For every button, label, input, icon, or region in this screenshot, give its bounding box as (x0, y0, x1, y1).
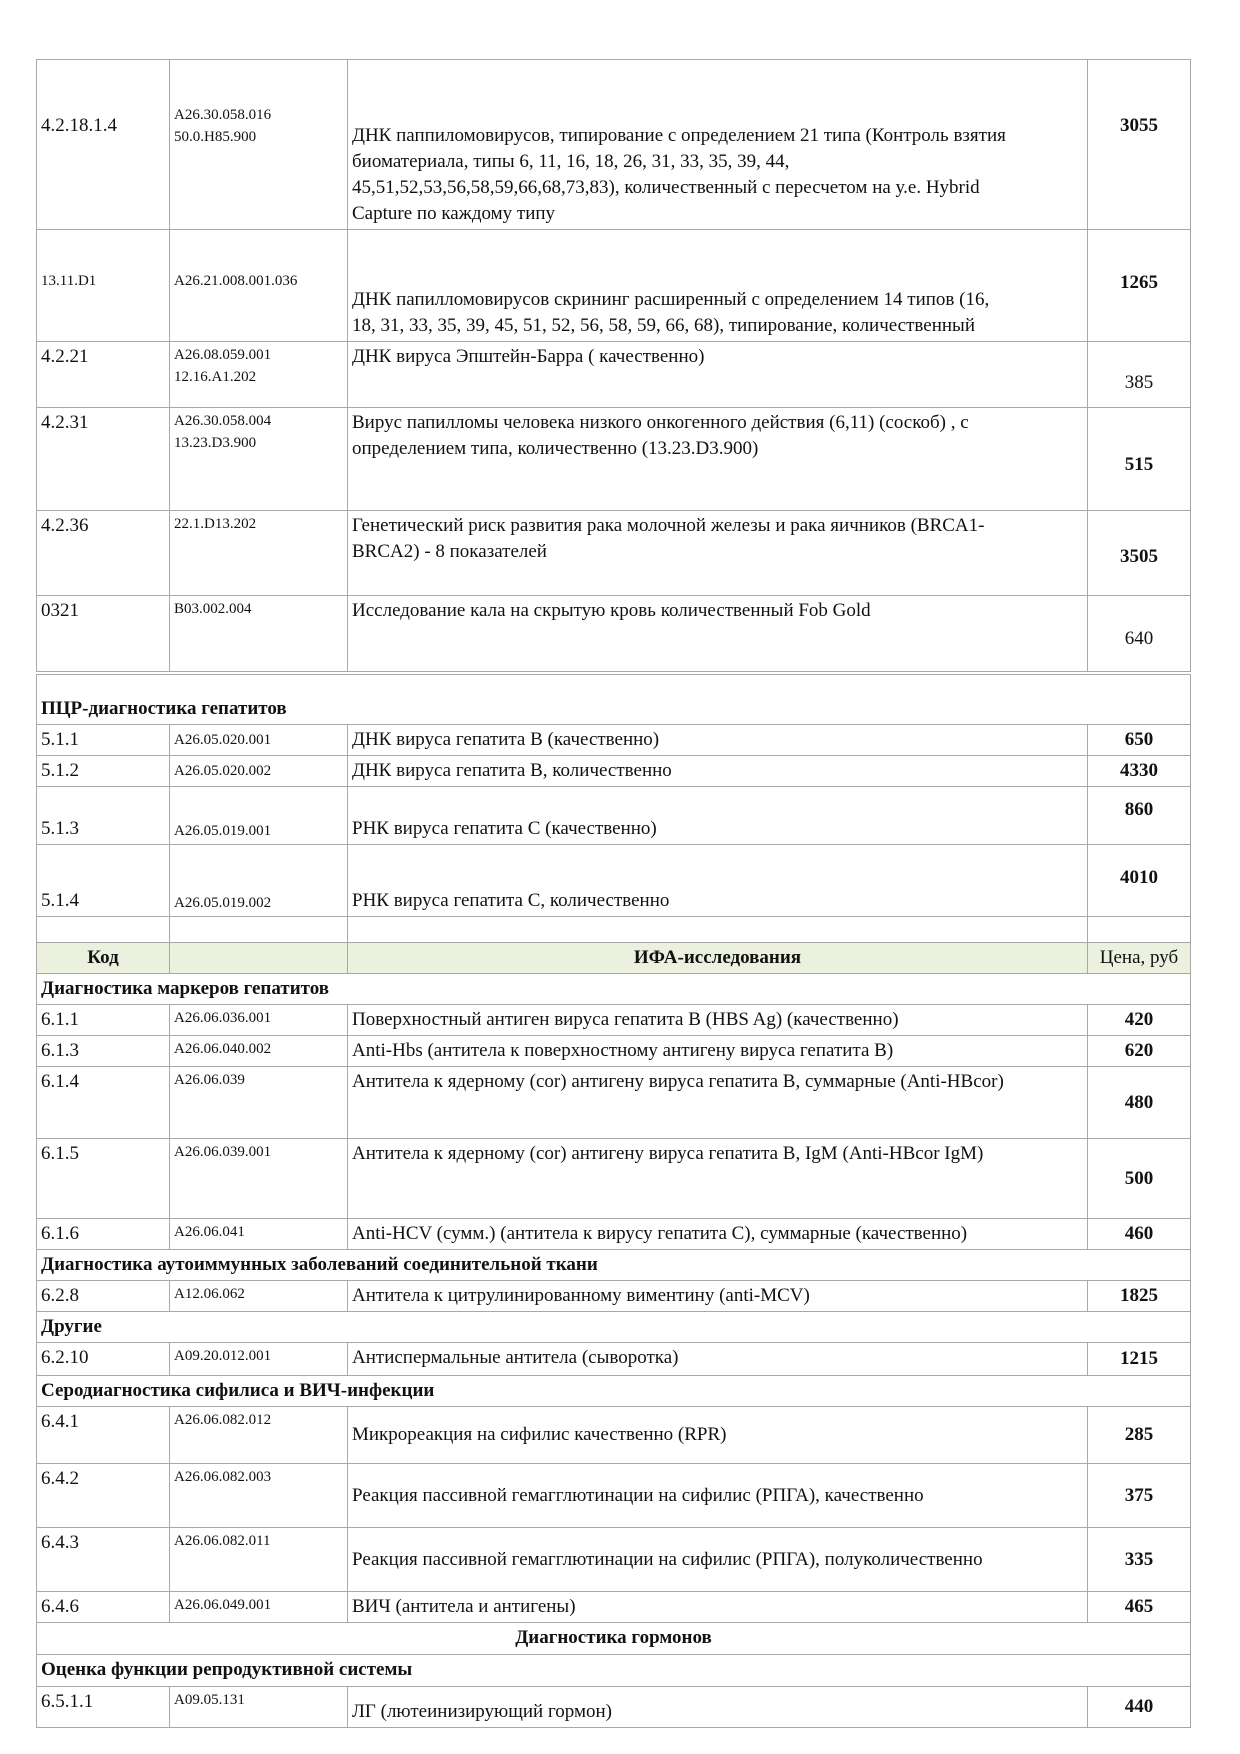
section-row (37, 1655, 1191, 1687)
service-code: 4.2.21 (37, 342, 170, 408)
service-name: Реакция пассивной гемагглютинации на сифилис (РПГА), полуколичественно (348, 1528, 1088, 1592)
service-code: 4.2.18.1.4 (37, 60, 170, 230)
nomenclature-code: 22.1.D13.202 (170, 511, 348, 596)
table-row (37, 511, 1191, 596)
table-row (37, 1139, 1191, 1219)
service-name: Поверхностный антиген вируса гепатита В (HBS Ag) (качественно) (348, 1005, 1088, 1036)
service-code: 6.4.1 (37, 1407, 170, 1464)
section-row (37, 1623, 1191, 1655)
table-row (37, 725, 1191, 756)
service-code: 6.2.10 (37, 1343, 170, 1376)
nomenclature-code: A26.30.058.004 13.23.D3.900 (170, 408, 348, 511)
section-title: ПЦР-диагностика гепатитов (37, 673, 1191, 725)
service-price: 460 (1088, 1219, 1191, 1250)
table-row (37, 1407, 1191, 1464)
table-row (37, 1036, 1191, 1067)
service-name: РНК вируса гепатита С, количественно (348, 845, 1088, 917)
service-name: ДНК папилломовирусов скрининг расширенный с определением 14 типов (16, 18, 31, 33, 35, 39, 45, 51, 52, 56, 58, 59, 66, 68), типирование, количественный (348, 230, 1088, 342)
nomenclature-code: A26.06.036.001 (170, 1005, 348, 1036)
service-name: ДНК вируса гепатита В (качественно) (348, 725, 1088, 756)
nomenclature-code: A26.30.058.016 50.0.H85.900 (170, 60, 348, 230)
service-name: Исследование кала на скрытую кровь количественный Fob Gold (348, 596, 1088, 673)
service-name: ДНК вируса Эпштейн-Барра ( качественно) (348, 342, 1088, 408)
price-table (36, 59, 1191, 1728)
spacer-row (37, 917, 1191, 943)
nomenclature-code: A09.20.012.001 (170, 1343, 348, 1376)
table-row (37, 1343, 1191, 1376)
service-code: 6.4.6 (37, 1592, 170, 1623)
nomenclature-code: A26.06.082.012 (170, 1407, 348, 1464)
section-row (37, 974, 1191, 1005)
service-price: 860 (1088, 787, 1191, 845)
table-row (37, 845, 1191, 917)
nomenclature-code: A09.05.131 (170, 1687, 348, 1728)
section-row (37, 1376, 1191, 1407)
section-title: Другие (37, 1312, 1191, 1343)
service-price: 515 (1088, 408, 1191, 511)
service-name: Антитела к ядерному (cor) антигену вируса гепатита В, суммарные (Anti-HBcor) (348, 1067, 1088, 1139)
service-name: Микрореакция на сифилис качественно (RPR) (348, 1407, 1088, 1464)
service-price: 1215 (1088, 1343, 1191, 1376)
table-row (37, 756, 1191, 787)
table-row (37, 1067, 1191, 1139)
service-code: 6.4.2 (37, 1464, 170, 1528)
service-code: 6.1.1 (37, 1005, 170, 1036)
service-code: 4.2.31 (37, 408, 170, 511)
table-row (37, 408, 1191, 511)
table-row (37, 1005, 1191, 1036)
table-header (37, 943, 1191, 974)
service-price: 4330 (1088, 756, 1191, 787)
service-code: 5.1.2 (37, 756, 170, 787)
table-row (37, 1687, 1191, 1728)
service-price: 620 (1088, 1036, 1191, 1067)
header-code: Код (37, 943, 170, 974)
service-code: 5.1.4 (37, 845, 170, 917)
service-code: 6.1.6 (37, 1219, 170, 1250)
price-list-page (36, 59, 1190, 1728)
service-name: ДНК вируса гепатита В, количественно (348, 756, 1088, 787)
service-price: 465 (1088, 1592, 1191, 1623)
service-code: 0321 (37, 596, 170, 673)
service-price: 3505 (1088, 511, 1191, 596)
service-price: 640 (1088, 596, 1191, 673)
nomenclature-code: A26.06.082.003 (170, 1464, 348, 1528)
section-title: Диагностика аутоиммунных заболеваний соединительной ткани (37, 1250, 1191, 1281)
nomenclature-code: A26.06.041 (170, 1219, 348, 1250)
nomenclature-code: A26.21.008.001.036 (170, 230, 348, 342)
section-row (37, 673, 1191, 725)
service-name: ВИЧ (антитела и антигены) (348, 1592, 1088, 1623)
service-code: 13.11.D1 (37, 230, 170, 342)
nomenclature-code: A26.06.040.002 (170, 1036, 348, 1067)
service-price: 1265 (1088, 230, 1191, 342)
service-name: ЛГ (лютеинизирующий гормон) (348, 1687, 1088, 1728)
nomenclature-code: A26.06.039.001 (170, 1139, 348, 1219)
service-code: 5.1.1 (37, 725, 170, 756)
section-title: Диагностика маркеров гепатитов (37, 974, 1191, 1005)
service-name: РНК вируса гепатита С (качественно) (348, 787, 1088, 845)
table-row (37, 342, 1191, 408)
service-code: 6.1.4 (37, 1067, 170, 1139)
section-title: Серодиагностика сифилиса и ВИЧ-инфекции (37, 1376, 1191, 1407)
nomenclature-code: A26.06.049.001 (170, 1592, 348, 1623)
nomenclature-code: A26.08.059.001 12.16.A1.202 (170, 342, 348, 408)
service-name: ДНК паппиломовирусов, типирование с определением 21 типа (Контроль взятия биоматериала, типы 6, 11, 16, 18, 26, 31, 33, 35, 39, 44, 45,51,52,53,56,58,59,66,68,73,83), количественный с пересчетом на у.е. Hybrid Capture по каждому типу (348, 60, 1088, 230)
nomenclature-code: A26.05.020.002 (170, 756, 348, 787)
table-row (37, 60, 1191, 230)
nomenclature-code: A26.05.019.001 (170, 787, 348, 845)
section-title: Диагностика гормонов (37, 1623, 1191, 1655)
service-name: Anti-Hbs (антитела к поверхностному антигену вируса гепатита В) (348, 1036, 1088, 1067)
service-price: 285 (1088, 1407, 1191, 1464)
service-code: 6.2.8 (37, 1281, 170, 1312)
nomenclature-code: A12.06.062 (170, 1281, 348, 1312)
service-code: 6.1.5 (37, 1139, 170, 1219)
table-row (37, 787, 1191, 845)
service-name: Антитела к ядерному (cor) антигену вируса гепатита В, IgM (Anti-HBcor IgM) (348, 1139, 1088, 1219)
section-row (37, 1312, 1191, 1343)
table-row (37, 1528, 1191, 1592)
section-row (37, 1250, 1191, 1281)
service-code: 4.2.36 (37, 511, 170, 596)
service-name: Вирус папилломы человека низкого онкогенного действия (6,11) (соскоб) , с определением типа, количественно (13.23.D3.900) (348, 408, 1088, 511)
service-name: Антиспермальные антитела (сыворотка) (348, 1343, 1088, 1376)
service-code: 6.5.1.1 (37, 1687, 170, 1728)
service-price: 385 (1088, 342, 1191, 408)
service-price: 1825 (1088, 1281, 1191, 1312)
nomenclature-code: A26.06.039 (170, 1067, 348, 1139)
service-code: 6.4.3 (37, 1528, 170, 1592)
nomenclature-code: A26.05.019.002 (170, 845, 348, 917)
nomenclature-code: A26.05.020.001 (170, 725, 348, 756)
service-name: Генетический риск развития рака молочной железы и рака яичников (BRCA1- BRCA2) - 8 показателей (348, 511, 1088, 596)
subsection-title: Оценка функции репродуктивной системы (37, 1655, 1191, 1687)
service-name: Антитела к цитрулинированному виментину (anti-MCV) (348, 1281, 1088, 1312)
service-price: 480 (1088, 1067, 1191, 1139)
header-title: ИФА-исследования (348, 943, 1088, 974)
table-row (37, 1219, 1191, 1250)
service-price: 3055 (1088, 60, 1191, 230)
service-price: 650 (1088, 725, 1191, 756)
service-price: 440 (1088, 1687, 1191, 1728)
service-price: 335 (1088, 1528, 1191, 1592)
service-price: 500 (1088, 1139, 1191, 1219)
table-row (37, 596, 1191, 673)
service-name: Реакция пассивной гемагглютинации на сифилис (РПГА), качественно (348, 1464, 1088, 1528)
table-row (37, 1281, 1191, 1312)
header-price: Цена, руб (1088, 943, 1191, 974)
service-price: 375 (1088, 1464, 1191, 1528)
nomenclature-code: B03.002.004 (170, 596, 348, 673)
table-row (37, 230, 1191, 342)
service-price: 4010 (1088, 845, 1191, 917)
service-name: Anti-HCV (сумм.) (антитела к вирусу гепатита С), суммарные (качественно) (348, 1219, 1088, 1250)
service-code: 6.1.3 (37, 1036, 170, 1067)
table-row (37, 1592, 1191, 1623)
service-price: 420 (1088, 1005, 1191, 1036)
service-code: 5.1.3 (37, 787, 170, 845)
table-row (37, 1464, 1191, 1528)
nomenclature-code: A26.06.082.011 (170, 1528, 348, 1592)
